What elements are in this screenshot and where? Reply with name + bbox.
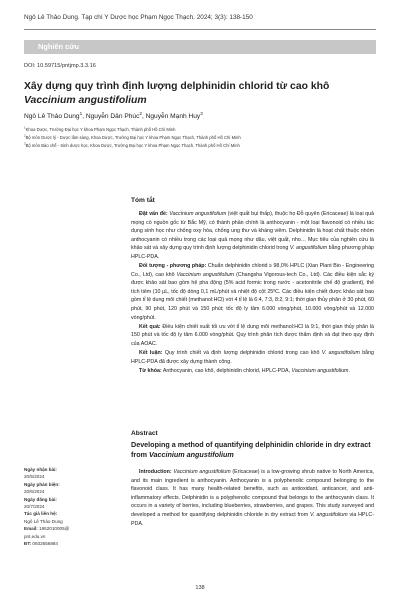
author-1-sup: 1 [79, 110, 83, 116]
email-label: Email: [24, 526, 38, 532]
species-name: Vaccinium angustifolium [291, 367, 349, 374]
received-label: Ngày nhận bài: [24, 467, 57, 472]
species-name: Vaccinium angustifolium [171, 469, 231, 475]
para-label: Từ khóa: [139, 367, 162, 374]
species-name: Vaccinium angustifolium [176, 271, 235, 278]
affiliations [24, 126, 241, 150]
article-title [24, 80, 370, 108]
para-text: (Changsha Vigorous-tech Co., Ltd). Các điều kiện sắc ký được khảo sát bao gồm hệ pha động (5% acid formic trong nước - acetonitrile chế độ gradient), thể tích tiêm (10 µL, tốc độ dòng 0,1 mL/phút và nhiệt độ cột 25ºC. Các điều kiện chiết được khảo sát bao gồm tỉ lệ dung môi chiết (methanol:HCl) với 4 tỉ lệ là 6:4, 7:3, 8:2, 9:1; thời gian thủy phân ở 30 phút, 60 phút, 90 phút, 120 phút và 150 phút; tốc độ ly tâm 6.000 vòng/phút, 10.000 vòng/phút và 12.000 vòng/phút. [131, 271, 375, 321]
contact-label: Tác giả liên hệ: [24, 511, 58, 517]
affiliation-text: Bộ môn Dược lý - Dược lâm sàng, Khoa Dược, Trường Đại học Y khoa Phạm Ngọc Thạch, Thành phố Hồ Chí Minh [25, 135, 241, 140]
contact-name: Ngô Lê Thảo Dung [24, 518, 63, 524]
abstract-background [131, 210, 374, 262]
published-date: 20/7/2024 [24, 504, 45, 510]
author-2: , Nguyễn Dân Phúc [82, 113, 140, 120]
species-name: V. angustifolium [289, 245, 328, 252]
para-text: bằng HPLC-PDA đã được xây dựng thành công. [131, 350, 374, 365]
para-label: Đối tượng - phương pháp: [139, 263, 207, 270]
species-name: V. angustifolium [321, 350, 360, 356]
page-number: 138 [195, 585, 205, 591]
affiliation-sup: 1 [24, 125, 26, 130]
affiliation-sup: 3 [24, 141, 26, 146]
received-date: 20/5/2024 [24, 474, 45, 480]
abstract-en-heading: Abstract [131, 430, 158, 437]
affiliation-text: Bộ môn Bào chế - Sinh dược học, Khoa Dược, Trường Đại học Y khoa Phạm Ngọc Thạch, Thành phố Hồ Chí Minh [25, 143, 240, 148]
header-divider [24, 29, 376, 30]
phone-label: ĐT: [24, 541, 32, 547]
para-text: Chuẩn delphinidin chlorid ≥ 98,0% HPLC (Xian Plant Bio - Engineering Co., Ltd), cao khô [131, 263, 374, 278]
author-3-sup: 3 [200, 110, 203, 116]
author-list [24, 110, 203, 120]
accepted-label: Ngày phản biện: [24, 481, 60, 487]
para-text: Quy trình chiết và định lượng delphinidin chlorid trong cao khô [162, 350, 322, 356]
abstract-methods [131, 262, 374, 322]
affiliation-3 [24, 142, 241, 150]
para-label: Kết luận: [139, 350, 163, 356]
para-text: via HPLC-PDA. [131, 511, 375, 527]
abstract-en-title [131, 440, 374, 459]
para-text: . [348, 367, 350, 374]
affiliation-text: Khoa Dược, Trường Đại học Y khoa Phạm Ngọc Thạch, Thành phố Hồ Chí Minh [25, 127, 176, 132]
para-text: Anthocyanin, cao khô, delphinidin chlorid, HPLC-PDA, [161, 367, 292, 374]
article-info [24, 466, 120, 547]
affiliation-1 [24, 126, 241, 134]
section-label: Nghiên cứu [24, 40, 376, 54]
running-head: Ngô Lê Thảo Dung. Tạp chí Y Dược học Phạm Ngọc Thạch. 2024; 3(3): 138-150 [24, 14, 253, 21]
doi-link[interactable]: DOI: 10.59715/pntjmp.3.3.16 [24, 63, 96, 69]
para-text: bằng phương pháp HPLC-PDA. [131, 245, 374, 260]
email-value[interactable]: 1952010005@ [37, 526, 70, 532]
intro-paragraph [131, 468, 374, 528]
author-2-sup: 2 [139, 110, 142, 116]
title-main: Developing a method of quantifying delphinidin chloride in dry extract from [131, 440, 371, 459]
para-label: Introduction: [139, 469, 172, 475]
contact-phone [24, 540, 120, 547]
author-3: , Nguyễn Mạnh Huy [141, 113, 201, 120]
species-name: Vaccinium angustifolium [167, 211, 227, 217]
affiliation-sup: 2 [24, 133, 26, 138]
para-text: Điều kiện chiết xuất tối ưu với tỉ lệ dung môi methanol:HCl là 9:1, thời gian thủy phân là 150 phút và tốc độ ly tâm 6.000 vòng/phút. Quy trình phân tích được thẩm định và đạt theo quy định của AOAC. [131, 323, 374, 347]
phone-value: 0932656884 [31, 541, 58, 547]
title-species: Vaccinium angustifolium [148, 449, 234, 459]
para-label: Đặt vấn đề: [139, 211, 168, 217]
email-domain[interactable]: pnt.edu.vn [24, 533, 46, 539]
abstract-en-introduction [131, 468, 374, 528]
abstract-results [131, 323, 374, 349]
abstract-vi-heading: Tóm tắt [131, 197, 155, 204]
abstract-keywords [131, 367, 374, 376]
abstract-vi [131, 210, 374, 376]
title-species: Vaccinium angustifolium [24, 95, 147, 106]
published-label: Ngày đăng bài: [24, 496, 57, 502]
para-text: (việt quất bụi thấp), thuộc họ Đỗ quyên (Ericaceae) là loại quả mọng có nguồn gốc từ Bắc Mỹ, có thành phần chính là anthocyanin - một loại flavonoid có nhiều tác dụng sinh học như chống oxy hóa, chống ung thư và kháng viêm. Delphinidin là hoạt chất thuộc nhóm anthocyanin có nhiều trong các loại quả mọng như dâu, việt quất, nho… Mục tiêu của nghiên cứu là khảo sát và xây dựng quy trình định lượng delphinidin chlorid trong [131, 211, 374, 252]
species-name: V. angustifolium [309, 511, 348, 518]
author-1: Ngô Lê Thảo Dung [24, 113, 80, 120]
abstract-conclusion [131, 349, 374, 366]
para-label: Kết quả: [139, 323, 161, 330]
affiliation-2 [24, 134, 241, 142]
para-text: (Ericaceae) is a low-growing shrub native to North America, and its main ingredient is anthocyanin. Anthocyanin is a polyphenolic compound belonging to the flavonoid class. It has many health-related benefits, such as antioxidant, anticancer, and anti-inflammatory effects. Delphinidin is a polyphenolic compound that belongs to the anthocyanin class. It occurs in a variety of berries, including blueberries, strawberries, and grapes. This study surveyed and developed a method for quantifying delphinidin chloride in dry extract from [131, 469, 374, 518]
title-main: Xây dựng quy trình định lượng delphinidin chlorid từ cao khô [24, 81, 330, 92]
contact-email[interactable] [24, 525, 120, 532]
accepted-date: 20/6/2024 [24, 489, 45, 495]
